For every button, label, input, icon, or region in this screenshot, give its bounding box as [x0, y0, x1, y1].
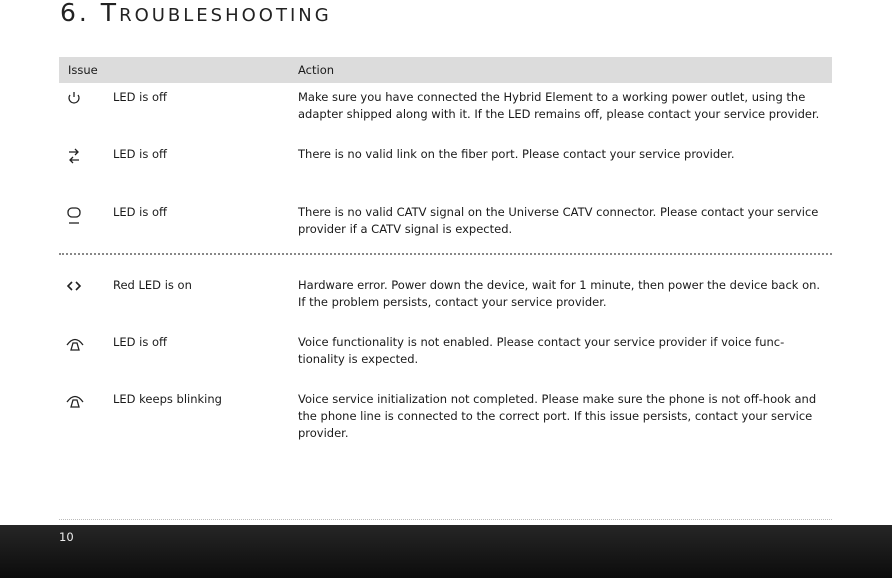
header-issue: Issue — [68, 63, 98, 77]
catv-icon — [65, 204, 83, 222]
phone-icon — [65, 334, 83, 352]
footer-divider — [59, 519, 832, 520]
issue-text: LED is off — [113, 335, 167, 349]
issue-text: LED is off — [113, 90, 167, 104]
action-text: Voice functionality is not enabled. Please contact your service provider if voice func-tionality is expected. — [298, 335, 785, 366]
table-header — [59, 57, 832, 83]
issue-text: LED is off — [113, 205, 167, 219]
page-number: 10 — [59, 530, 74, 544]
fiber-link-icon — [65, 146, 83, 164]
issue-text: Red LED is on — [113, 278, 192, 292]
section-divider — [59, 253, 832, 255]
header-action: Action — [298, 63, 335, 77]
issue-text: LED is off — [113, 147, 167, 161]
page-footer — [0, 525, 892, 578]
issue-text: LED keeps blinking — [113, 392, 222, 406]
error-icon — [65, 277, 83, 295]
action-text: There is no valid CATV signal on the Universe CATV connector. Please contact your service provider if a CATV signal is expected. — [298, 205, 819, 236]
power-icon — [65, 89, 83, 107]
page-title: 6. Troubleshooting — [60, 0, 332, 27]
action-text: Hardware error. Power down the device, wait for 1 minute, then power the device back on. If the problem persists, contact your service provider. — [298, 278, 821, 309]
action-text: Voice service initialization not completed. Please make sure the phone is not off-hook and the phone line is connected to the correct port. If this issue persists, contact your service provider. — [298, 392, 817, 440]
action-text: Make sure you have connected the Hybrid Element to a working power outlet, using the adapter shipped along with it. If the LED remains off, please contact your service provider. — [298, 90, 820, 121]
phone-icon — [65, 391, 83, 409]
action-text: There is no valid link on the fiber port. Please contact your service provider. — [298, 147, 735, 161]
